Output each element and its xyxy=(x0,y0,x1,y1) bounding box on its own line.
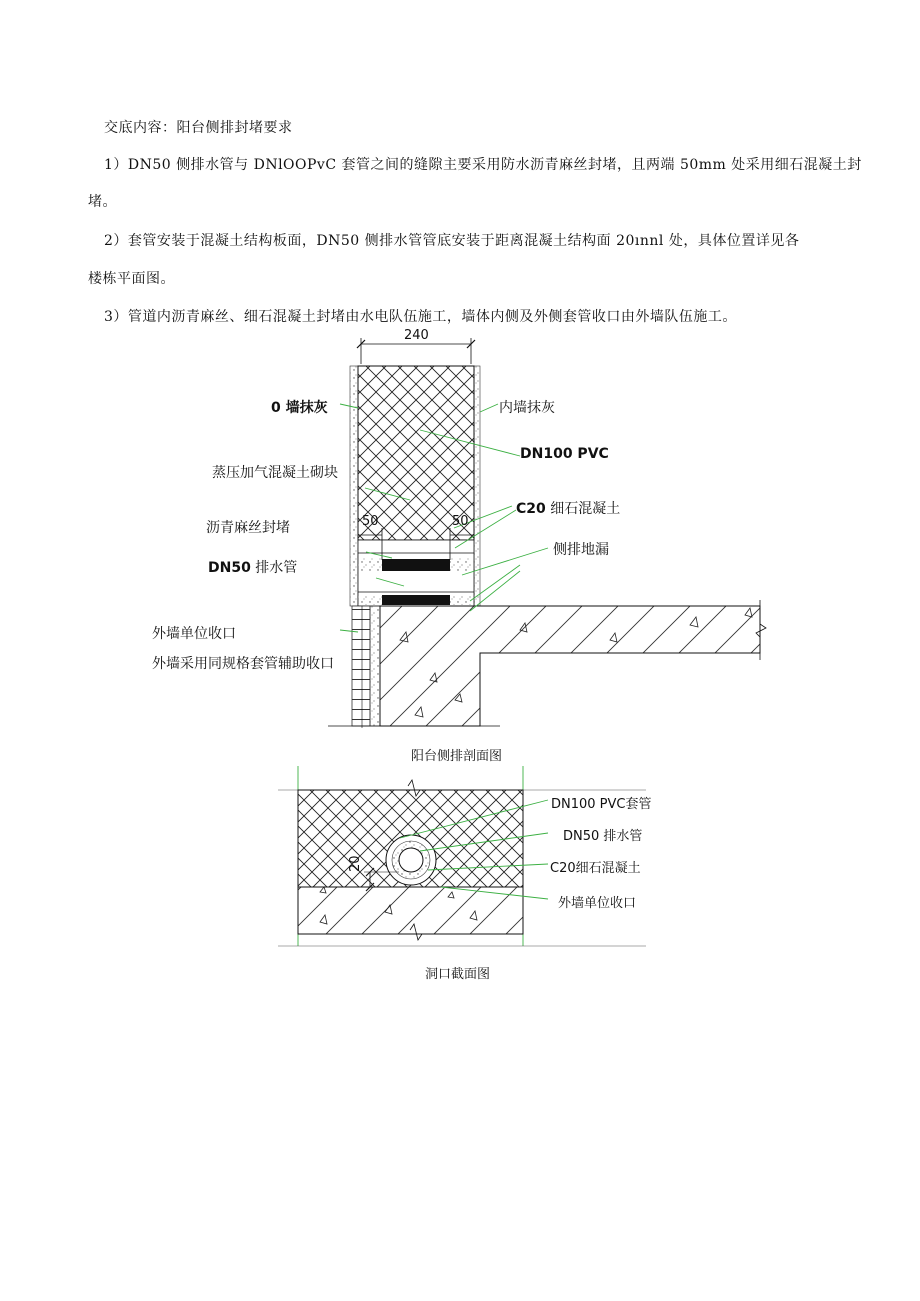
label-side-drain: 侧排地漏 xyxy=(553,542,609,558)
paragraph-1-line-2: 堵。 xyxy=(88,194,117,210)
label-dn100-sleeve: DN100 PVC套管 xyxy=(551,797,652,812)
caption-section: 阳台侧排剖面图 xyxy=(411,749,503,764)
label-asphalt-seal: 沥青麻丝封堵 xyxy=(206,520,290,536)
paragraph-2-line-2: 楼栋平面图。 xyxy=(88,271,175,287)
label-ext-closure-2: 外墙单位收口 xyxy=(558,896,637,911)
dim-50-right: 50 xyxy=(452,514,469,529)
label-dn50 xyxy=(208,557,297,577)
label-outer-plaster xyxy=(271,397,328,417)
label-ext-closure-aux: 外墙采用同规格套管辅助收口 xyxy=(152,656,334,672)
dim-50-left: 50 xyxy=(362,514,379,529)
label-inner-plaster: 内墙抹灰 xyxy=(499,400,555,416)
label-aac-block: 蒸压加气混凝土砌块 xyxy=(212,465,338,481)
label-c20-concrete: C20细石混凝土 xyxy=(550,861,641,876)
dim-240: 240 xyxy=(404,328,429,343)
label-c20 xyxy=(516,498,620,518)
heading-text: 交底内容：阳台侧排封堵要求 xyxy=(104,120,293,136)
label-dn50-pipe: DN50 排水管 xyxy=(563,829,643,844)
label-outer-plaster-text: 0 墙抹灰 xyxy=(271,400,328,416)
paragraph-1-line-1: 1）DN50 侧排水管与 DNlOOPvC 套管之间的缝隙主要采用防水沥青麻丝封堵，且两端 50mm 处采用细石混凝土封 xyxy=(104,157,862,173)
dim-20: 20 xyxy=(348,855,363,872)
label-ext-closure: 外墙单位收口 xyxy=(152,626,236,642)
paragraph-3: 3）管道内沥青麻丝、细石混凝土封堵由水电队伍施工，墙体内侧及外侧套管收口由外墙队伍施工。 xyxy=(104,309,737,325)
label-c20-text: 细石混凝土 xyxy=(550,501,621,517)
label-dn50-code: DN50 xyxy=(208,560,251,576)
label-dn50-text: 排水管 xyxy=(255,560,298,576)
label-c20-code: C20 xyxy=(516,501,546,517)
label-dn100-pvc: DN100 PVC xyxy=(520,446,609,462)
paragraph-2-line-1: 2）套管安装于混凝土结构板面，DN50 侧排水管管底安装于距离混凝土结构面 20ınnl 处，具体位置详见各 xyxy=(104,233,800,249)
caption-opening: 洞口截面图 xyxy=(425,967,491,982)
